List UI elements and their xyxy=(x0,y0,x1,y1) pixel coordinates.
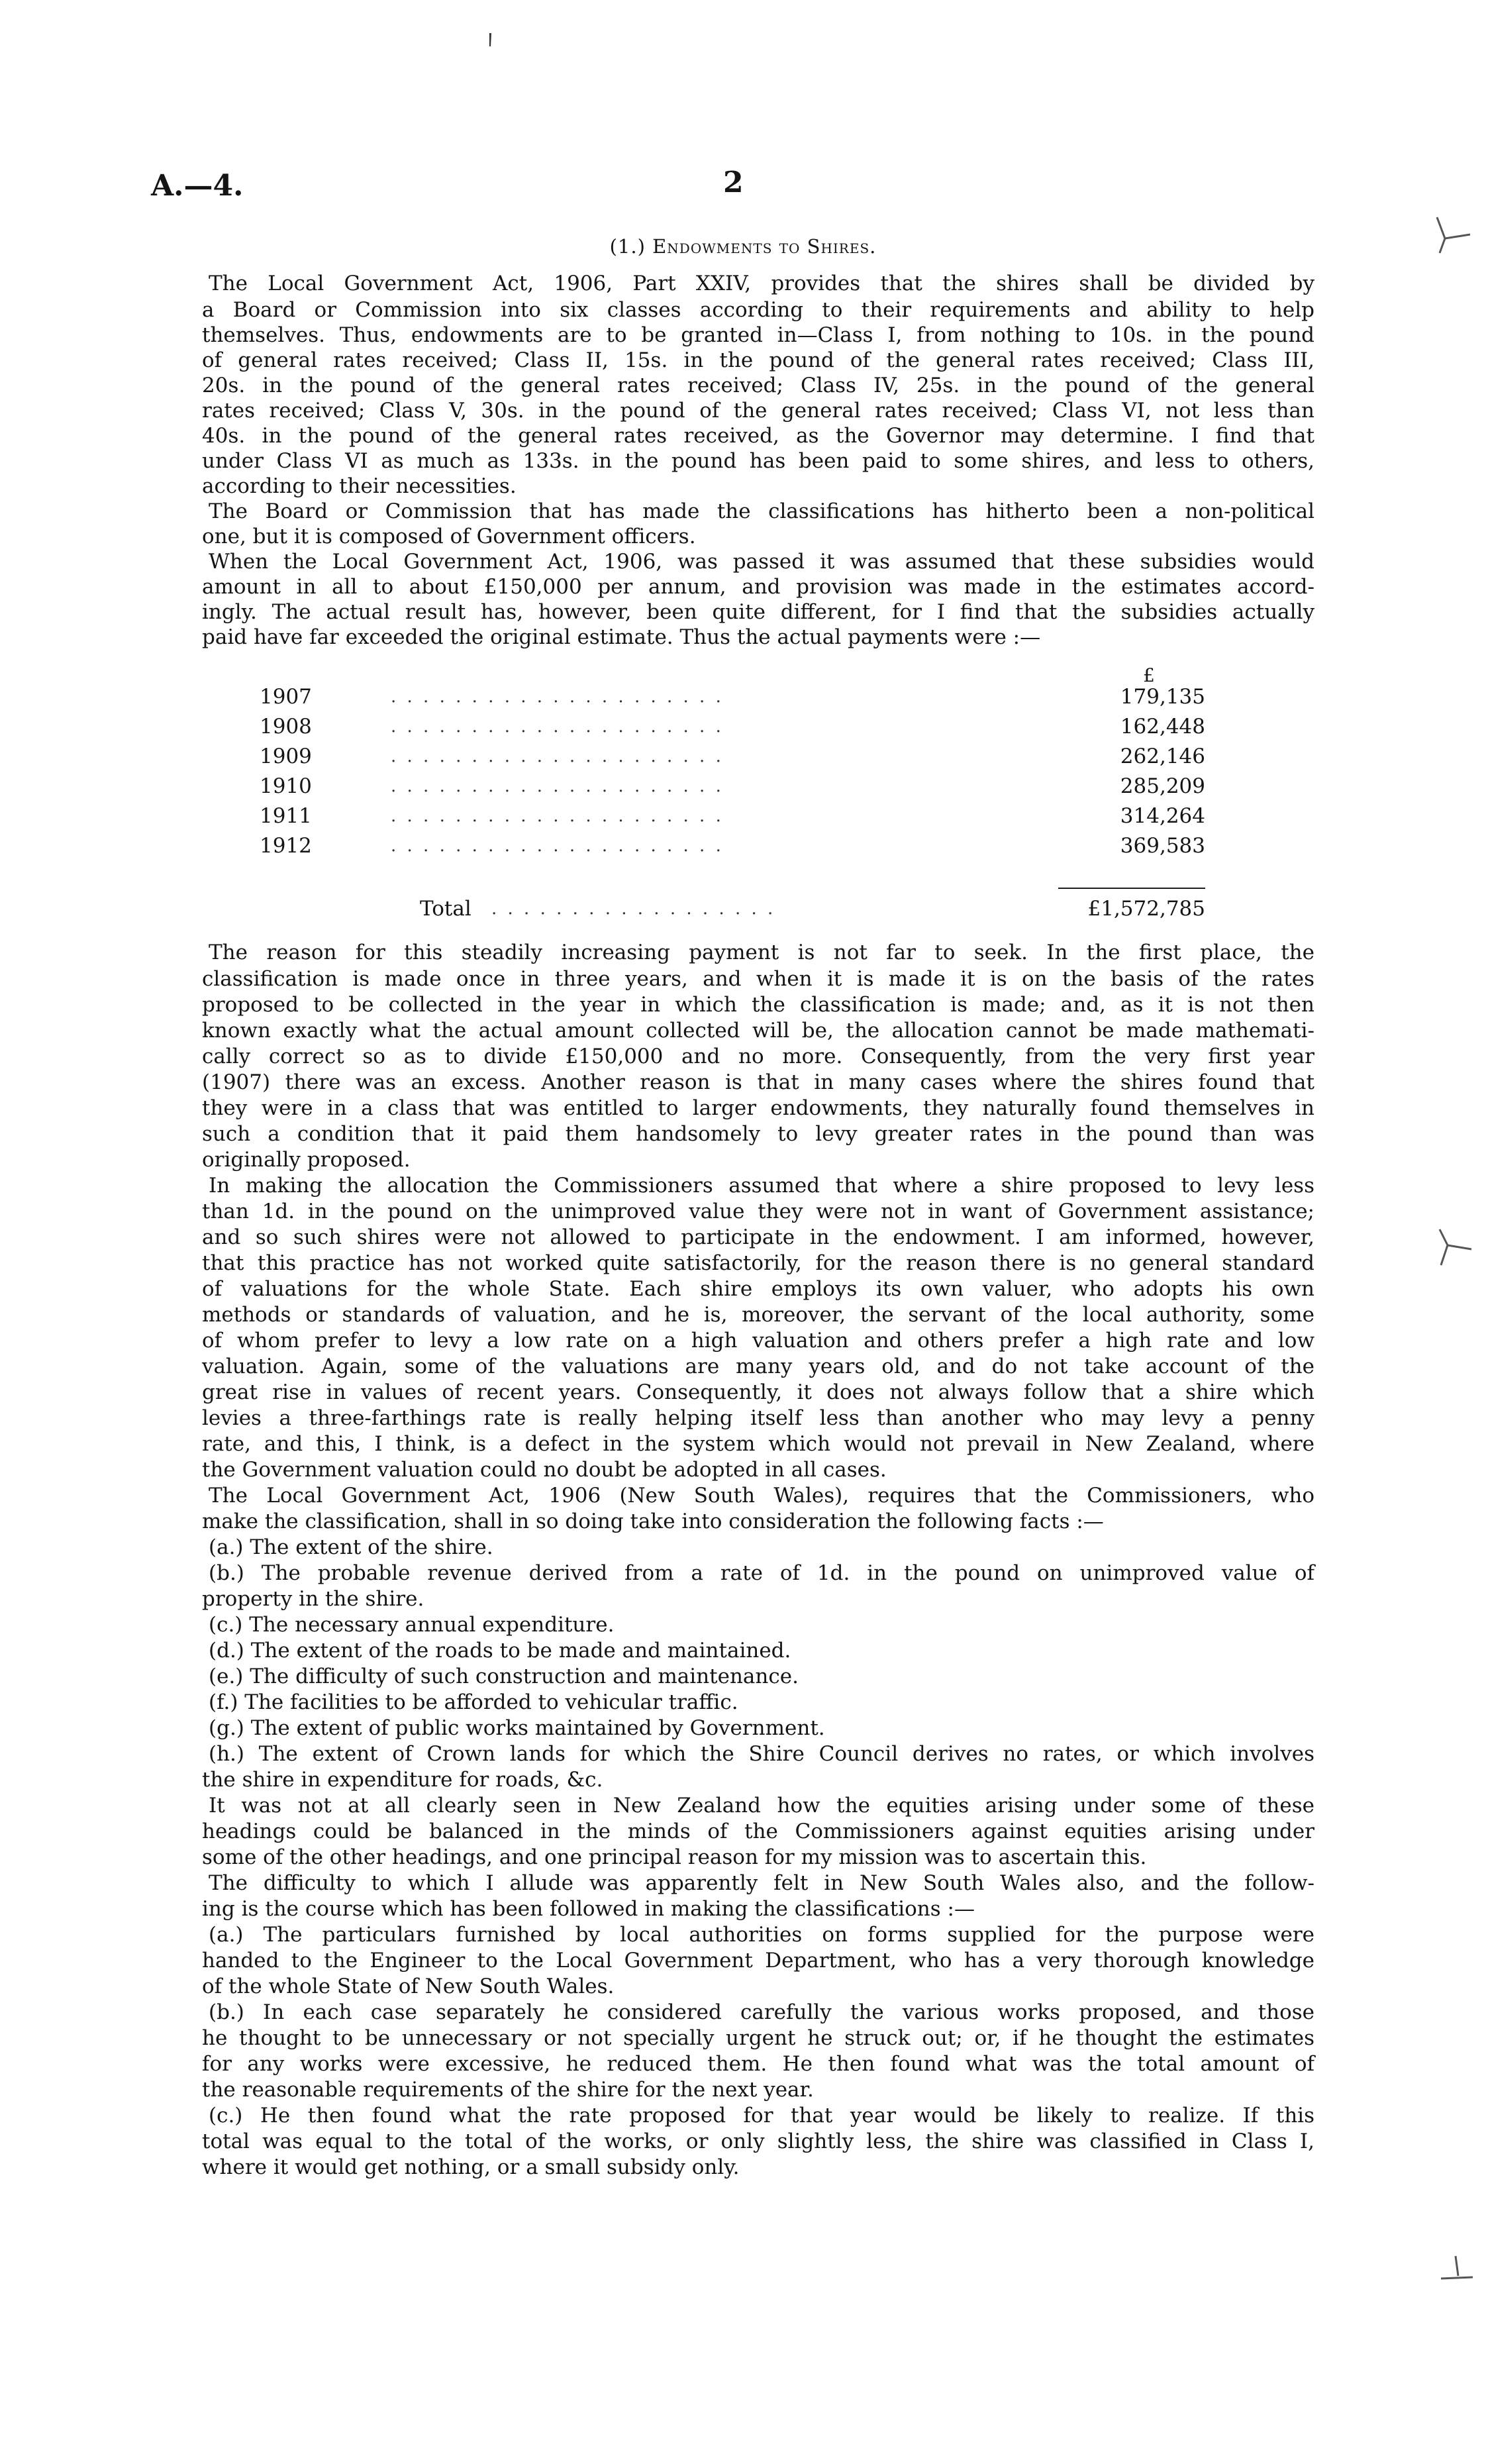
table-amount: 179,135 xyxy=(1120,685,1205,709)
text-line: 20s. in the pound of the general rates received; Class IV, 25s. in the pound of the general xyxy=(202,374,1314,397)
text-line: than 1d. in the pound on the unimproved value they were not in want of Government assistance; xyxy=(202,1200,1314,1223)
text-line: property in the shire. xyxy=(202,1587,424,1611)
text-line: ing is the course which has been followed in making the classifications :— xyxy=(202,1897,975,1921)
text-line: 40s. in the pound of the general rates received, as the Governor may determine. I find that xyxy=(202,424,1314,448)
text-line: under Class VI as much as 133s. in the pound has been paid to some shires, and less to others, xyxy=(202,449,1314,473)
table-year: 1907 xyxy=(260,685,312,709)
text-line: of valuations for the whole State. Each shire employs its own valuer, who adopts his own xyxy=(202,1277,1314,1301)
text-line: for any works were excessive, he reduced them. He then found what was the total amount of xyxy=(202,2052,1314,2076)
text-line: paid have far exceeded the original estimate. Thus the actual payments were :— xyxy=(202,625,1041,649)
text-line: The difficulty to which I allude was apparently felt in New South Wales also, and the follow- xyxy=(209,1871,1314,1895)
text-line: originally proposed. xyxy=(202,1148,411,1172)
text-line: valuation. Again, some of the valuations are many years old, and do not take account of the xyxy=(202,1355,1314,1378)
text-line: where it would get nothing, or a small subsidy only. xyxy=(202,2155,740,2179)
text-line: rate, and this, I think, is a defect in the system which would not prevail in New Zealand, where xyxy=(202,1432,1314,1456)
list-item: (a.) The extent of the shire. xyxy=(209,1535,493,1559)
margin-mark-icon xyxy=(1430,1225,1477,1272)
text-line: great rise in values of recent years. Consequently, it does not always follow that a shire which xyxy=(202,1380,1314,1404)
text-line: cally correct so as to divide £150,000 and no more. Consequently, from the very first year xyxy=(202,1045,1314,1068)
leader-dots: . . . . . . . . . . . . . . . . . . . . . xyxy=(391,836,724,856)
document-reference: A.—4. xyxy=(151,169,244,203)
leader-dots: . . . . . . . . . . . . . . . . . . . . . xyxy=(391,746,724,766)
total-amount: £1,572,785 xyxy=(1087,897,1205,921)
text-line: handed to the Engineer to the Local Government Department, who has a very thorough knowledge xyxy=(202,1949,1314,1973)
list-item: (e.) The difficulty of such construction and maintenance. xyxy=(209,1665,799,1688)
table-amount: 314,264 xyxy=(1120,804,1205,828)
text-line: themselves. Thus, endowments are to be granted in—Class I, from nothing to 10s. in the pound xyxy=(202,323,1314,347)
table-amount: 285,209 xyxy=(1120,774,1205,798)
section-title: (1.) Endowments to Shires. xyxy=(609,235,877,258)
text-line: the shire in expenditure for roads, &c. xyxy=(202,1768,603,1792)
text-line: methods or standards of valuation, and he is, moreover, the servant of the local authority, some xyxy=(202,1303,1314,1327)
text-line: according to their necessities. xyxy=(202,474,517,498)
page-number: 2 xyxy=(723,166,744,199)
total-rule xyxy=(1058,888,1205,889)
text-line: a Board or Commission into six classes according to their requirements and ability to help xyxy=(202,298,1314,322)
text-line: levies a three-farthings rate is really helping itself less than another who may levy a penny xyxy=(202,1406,1314,1430)
list-item: (c.) The necessary annual expenditure. xyxy=(209,1613,615,1637)
text-line: some of the other headings, and one principal reason for my mission was to ascertain this. xyxy=(202,1845,1147,1869)
text-line: The Local Government Act, 1906, Part XXIV, provides that the shires shall be divided by xyxy=(209,272,1314,295)
text-line: The reason for this steadily increasing payment is not far to seek. In the first place, the xyxy=(209,941,1314,964)
text-line: of whom prefer to levy a low rate on a high valuation and others prefer a high rate and low xyxy=(202,1329,1314,1353)
text-line: that this practice has not worked quite satisfactorily, for the reason there is no general standard xyxy=(202,1251,1314,1275)
text-line: In making the allocation the Commissioners assumed that where a shire proposed to levy less xyxy=(209,1174,1314,1198)
leader-dots: . . . . . . . . . . . . . . . . . . xyxy=(491,899,776,919)
list-item: (b.) In each case separately he considered carefully the various works proposed, and those xyxy=(209,2000,1314,2024)
list-item: (f.) The facilities to be afforded to vehicular traffic. xyxy=(209,1690,738,1714)
text-line: they were in a class that was entitled to larger endowments, they naturally found themselves in xyxy=(202,1096,1314,1120)
leader-dots: . . . . . . . . . . . . . . . . . . . . . xyxy=(391,717,724,737)
text-line: of the whole State of New South Wales. xyxy=(202,1975,615,1998)
margin-mark-icon xyxy=(1430,212,1477,258)
text-line: The Local Government Act, 1906 (New South Wales), requires that the Commissioners, who xyxy=(209,1484,1314,1508)
table-year: 1911 xyxy=(260,804,312,828)
text-line: classification is made once in three years, and when it is made it is on the basis of the rates xyxy=(202,967,1314,991)
table-year: 1909 xyxy=(260,744,312,768)
leader-dots: . . . . . . . . . . . . . . . . . . . . . xyxy=(391,776,724,796)
text-line: one, but it is composed of Government officers. xyxy=(202,525,696,548)
table-amount: 262,146 xyxy=(1120,744,1205,768)
text-line: the Government valuation could no doubt be adopted in all cases. xyxy=(202,1458,887,1482)
text-line: rates received; Class V, 30s. in the pound of the general rates received; Class VI, not less than xyxy=(202,399,1314,423)
list-item: (c.) He then found what the rate proposed for that year would be likely to realize. If this xyxy=(209,2104,1314,2128)
text-line: When the Local Government Act, 1906, was passed it was assumed that these subsidies would xyxy=(209,550,1314,574)
text-line: known exactly what the actual amount collected will be, the allocation cannot be made mathemati- xyxy=(202,1019,1314,1043)
text-line: headings could be balanced in the minds of the Commissioners against equities arising under xyxy=(202,1820,1314,1843)
table-amount: 162,448 xyxy=(1120,715,1205,739)
total-label: Total xyxy=(420,897,471,921)
text-line: ingly. The actual result has, however, been quite different, for I find that the subsidies actually xyxy=(202,600,1314,624)
list-item: (d.) The extent of the roads to be made and maintained. xyxy=(209,1639,791,1663)
text-line: he thought to be unnecessary or not specially urgent he struck out; or, if he thought the estimates xyxy=(202,2026,1314,2050)
leader-dots: . . . . . . . . . . . . . . . . . . . . . xyxy=(391,806,724,826)
list-item: (h.) The extent of Crown lands for which the Shire Council derives no rates, or which involves xyxy=(209,1742,1314,1766)
currency-header: £ xyxy=(1143,664,1155,686)
margin-mark-icon xyxy=(1437,2252,1477,2285)
text-line: and so such shires were not allowed to participate in the endowment. I am informed, however, xyxy=(202,1225,1314,1249)
ink-speck-icon xyxy=(483,26,497,53)
text-line: amount in all to about £150,000 per annum, and provision was made in the estimates accord- xyxy=(202,575,1314,599)
text-line: The Board or Commission that has made the classifications has hitherto been a non-political xyxy=(209,499,1314,523)
table-year: 1912 xyxy=(260,834,312,858)
text-line: make the classification, shall in so doing take into consideration the following facts :— xyxy=(202,1510,1104,1533)
text-line: the reasonable requirements of the shire for the next year. xyxy=(202,2078,814,2102)
text-line: (1907) there was an excess. Another reason is that in many cases where the shires found that xyxy=(202,1070,1314,1094)
text-line: It was not at all clearly seen in New Zealand how the equities arising under some of these xyxy=(209,1794,1314,1818)
leader-dots: . . . . . . . . . . . . . . . . . . . . . xyxy=(391,687,724,707)
table-amount: 369,583 xyxy=(1120,834,1205,858)
text-line: such a condition that it paid them handsomely to levy greater rates in the pound than was xyxy=(202,1122,1314,1146)
table-year: 1908 xyxy=(260,715,312,739)
list-item: (g.) The extent of public works maintained by Government. xyxy=(209,1716,825,1740)
list-item: (b.) The probable revenue derived from a rate of 1d. in the pound on unimproved value of xyxy=(209,1561,1314,1585)
table-year: 1910 xyxy=(260,774,312,798)
text-line: of general rates received; Class II, 15s. in the pound of the general rates received; Class III, xyxy=(202,348,1314,372)
text-line: total was equal to the total of the works, or only slightly less, the shire was classified in Class I, xyxy=(202,2130,1314,2153)
list-item: (a.) The particulars furnished by local authorities on forms supplied for the purpose were xyxy=(209,1923,1314,1947)
text-line: proposed to be collected in the year in which the classification is made; and, as it is not then xyxy=(202,993,1314,1017)
